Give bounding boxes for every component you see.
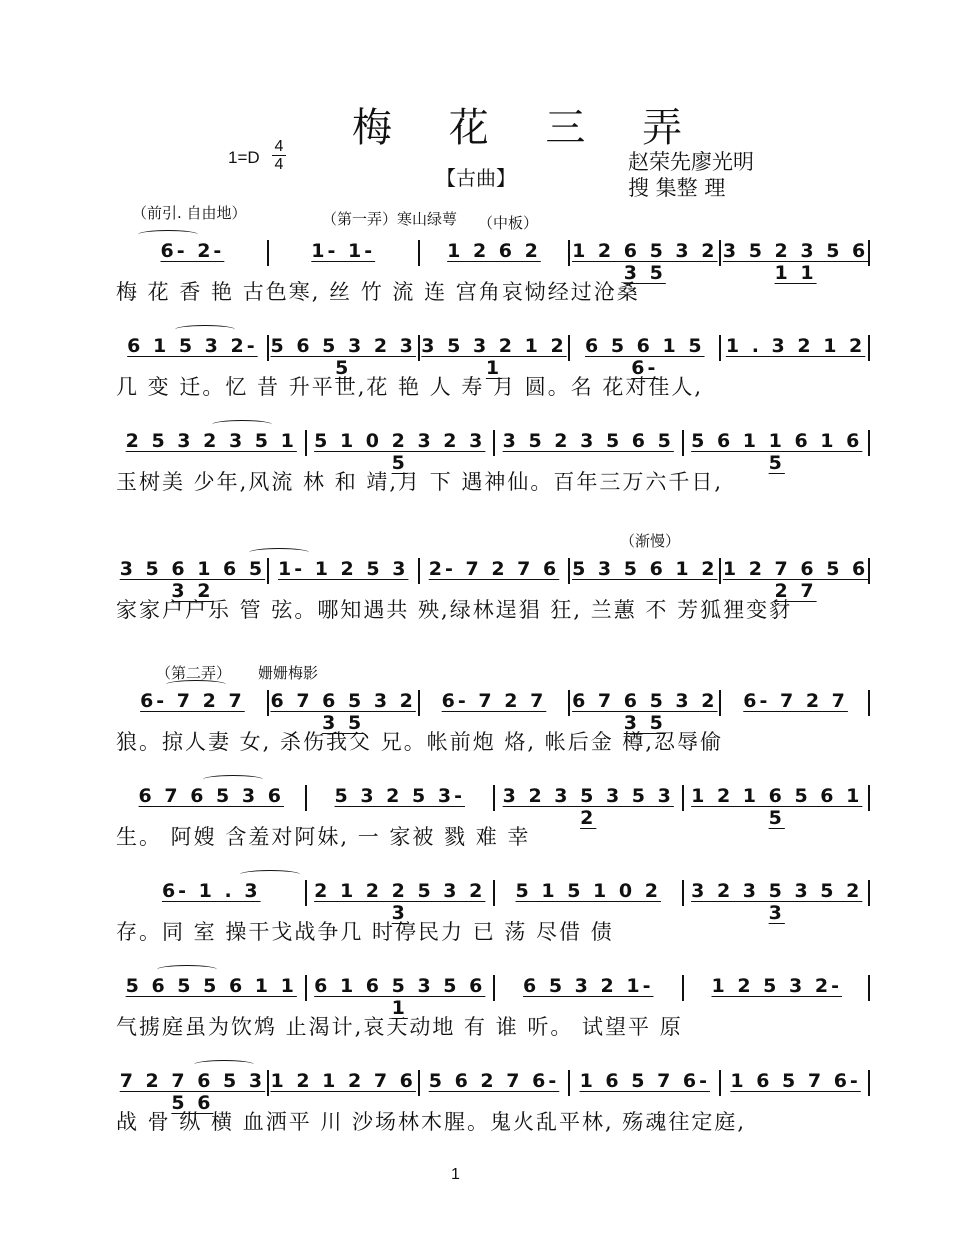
slur-mark: [240, 870, 300, 879]
second-section-label: （第二弄）: [156, 664, 232, 682]
measure: 6 7 6 5 3 2 3 5: [572, 690, 718, 734]
measure: 1 6 5 7 6-: [579, 1070, 711, 1092]
barline-end: [868, 975, 870, 1001]
measure: 3 2 3 5 3 5 3 2: [502, 785, 674, 829]
measure: 3 5 2 3 5 6 1 1: [722, 240, 869, 284]
measure: 6- 7 2 7: [743, 690, 848, 712]
key-signature: 1=D: [228, 148, 260, 167]
measure: 1 2 1 6 5 6 1 5: [691, 785, 863, 829]
measure: 1- 1 2 5 3: [277, 558, 409, 580]
measure: 2 5 3 2 3 5 1: [125, 430, 297, 452]
measure: 3 5 6 1 6 5 3 2: [119, 558, 266, 602]
second-section-title: 姗姗梅影: [258, 664, 319, 682]
genre-label: 【古曲】: [436, 166, 516, 190]
slur-mark: [175, 325, 235, 334]
measure: 1 6 5 7 6-: [730, 1070, 861, 1092]
measure: 6 1 6 5 3 5 6 1: [314, 975, 486, 1019]
slur-mark: [212, 420, 272, 429]
measure: 6- 1 . 3: [161, 880, 261, 902]
measure: 7 2 7 6 5 3 5 6: [119, 1070, 266, 1114]
measure: 2- 7 2 7 6: [428, 558, 560, 580]
barline-end: [868, 785, 870, 811]
measure: 5 3 5 6 1 2: [572, 558, 718, 580]
lyric-line: 气掳庭虽为饮鸩 止渴计,哀天动地 有 谁 听。 试望平 原: [116, 1015, 683, 1039]
measure: 6 7 6 5 3 2 3 5: [270, 690, 416, 734]
measure: 3 2 3 5 3 5 2 3: [691, 880, 863, 924]
measure: 1 2 6 5 3 2 3 5: [572, 240, 718, 284]
slur-mark: [157, 965, 217, 974]
slur-mark: [203, 775, 263, 784]
measure: 5 6 1 1 6 1 6 5: [691, 430, 863, 474]
slur-mark: [138, 230, 198, 239]
lyric-line: 玉树美 少年,风流 林 和 靖,月 下 遇神仙。百年三万六千日,: [116, 470, 724, 494]
lyric-line: 狼。掠人妻 女, 杀伤我父 兄。帐前炮 烙, 帐后金 樽,忍辱偷: [116, 730, 724, 754]
barline-end: [868, 880, 870, 906]
notation-line: [118, 335, 870, 379]
notation-line: [118, 1070, 870, 1114]
barline-end: [868, 335, 870, 361]
barline-end: [868, 1070, 870, 1096]
measure: 3 5 3 2 1 2 1: [421, 335, 567, 379]
credit-line-1: 赵荣先廖光明: [628, 150, 754, 174]
slur-mark: [194, 1060, 254, 1069]
lyric-line: 战 骨 纵 横 血洒平 川 沙场林木腥。鬼火乱平林, 殇魂往定庭,: [116, 1110, 747, 1134]
measure: 1 2 6 2: [447, 240, 541, 262]
lyric-line: 几 变 迁。忆 昔 升平世,花 艳 人 寿 月 圆。名 花对佳人,: [116, 375, 704, 399]
measure: 1 2 1 2 7 6: [270, 1070, 416, 1092]
measure: 3 5 2 3 5 6 5: [502, 430, 674, 452]
notation-line: [118, 880, 870, 924]
measure: 5 3 2 5 3-: [334, 785, 465, 807]
slur-mark: [249, 548, 309, 557]
notation-line: [118, 430, 870, 474]
notation-line: [118, 240, 870, 284]
measure: 1 . 3 2 1 2: [725, 335, 866, 357]
notation-line: [118, 558, 870, 602]
barline-end: [868, 240, 870, 266]
lyric-line: 家家户户乐 管 弦。哪知遇共 殃,绿林逞猖 狂, 兰蕙 不 芳狐狸变豺: [116, 598, 793, 622]
measure: 5 1 5 1 0 2: [515, 880, 661, 902]
tempo-label: （中板）: [478, 214, 539, 232]
gradual-label: （渐慢）: [620, 532, 681, 550]
notation-line: [118, 690, 870, 734]
measure: 6- 7 2 7: [441, 690, 547, 712]
intro-label: （前引. 自由地）: [132, 204, 247, 222]
notation-line: [118, 785, 870, 829]
lyric-line: 存。同 室 操干戈战争几 时停民力 已 荡 尽借 债: [116, 920, 614, 944]
score-title: 梅 花 三 弄: [352, 105, 705, 151]
measure: 1- 1-: [311, 240, 376, 262]
lyric-line: 生。 阿嫂 含羞对阿妹, 一 家被 戮 难 幸: [116, 825, 531, 849]
first-section-label: （第一弄）寒山绿萼: [322, 210, 458, 228]
measure: 6- 7 2 7: [140, 690, 245, 712]
measure: 6- 2-: [160, 240, 225, 262]
barline-end: [868, 558, 870, 584]
lyric-line: 梅 花 香 艳 古色寒, 丝 竹 流 连 宫角哀恸经过沧桑: [116, 280, 640, 304]
measure: 1 2 7 6 5 6 2 7: [722, 558, 869, 602]
measure: 6 1 5 3 2-: [127, 335, 258, 357]
measure: 6 5 6 1 5 6-: [585, 335, 705, 379]
measure: 6 7 6 5 3 6: [138, 785, 284, 807]
page-number: 1: [451, 1166, 460, 1183]
measure: 5 1 0 2 3 2 3 5: [314, 430, 486, 474]
measure: 5 6 2 7 6-: [428, 1070, 560, 1092]
slur-mark: [166, 680, 226, 689]
time-signature: [272, 138, 286, 173]
barline-end: [868, 430, 870, 456]
measure: 1 2 5 3 2-: [711, 975, 842, 997]
notation-line: [118, 975, 870, 1019]
measure: 2 1 2 2 5 3 2 3: [314, 880, 486, 924]
time-signature-bottom: 4: [274, 156, 284, 173]
credit-line-2: 搜 集整 理: [628, 176, 726, 200]
measure: 5 6 5 3 2 3 5: [270, 335, 416, 379]
measure: 6 5 3 2 1-: [523, 975, 654, 997]
time-signature-top: 4: [274, 138, 284, 155]
barline-end: [868, 690, 870, 716]
measure: 5 6 5 5 6 1 1: [125, 975, 297, 997]
